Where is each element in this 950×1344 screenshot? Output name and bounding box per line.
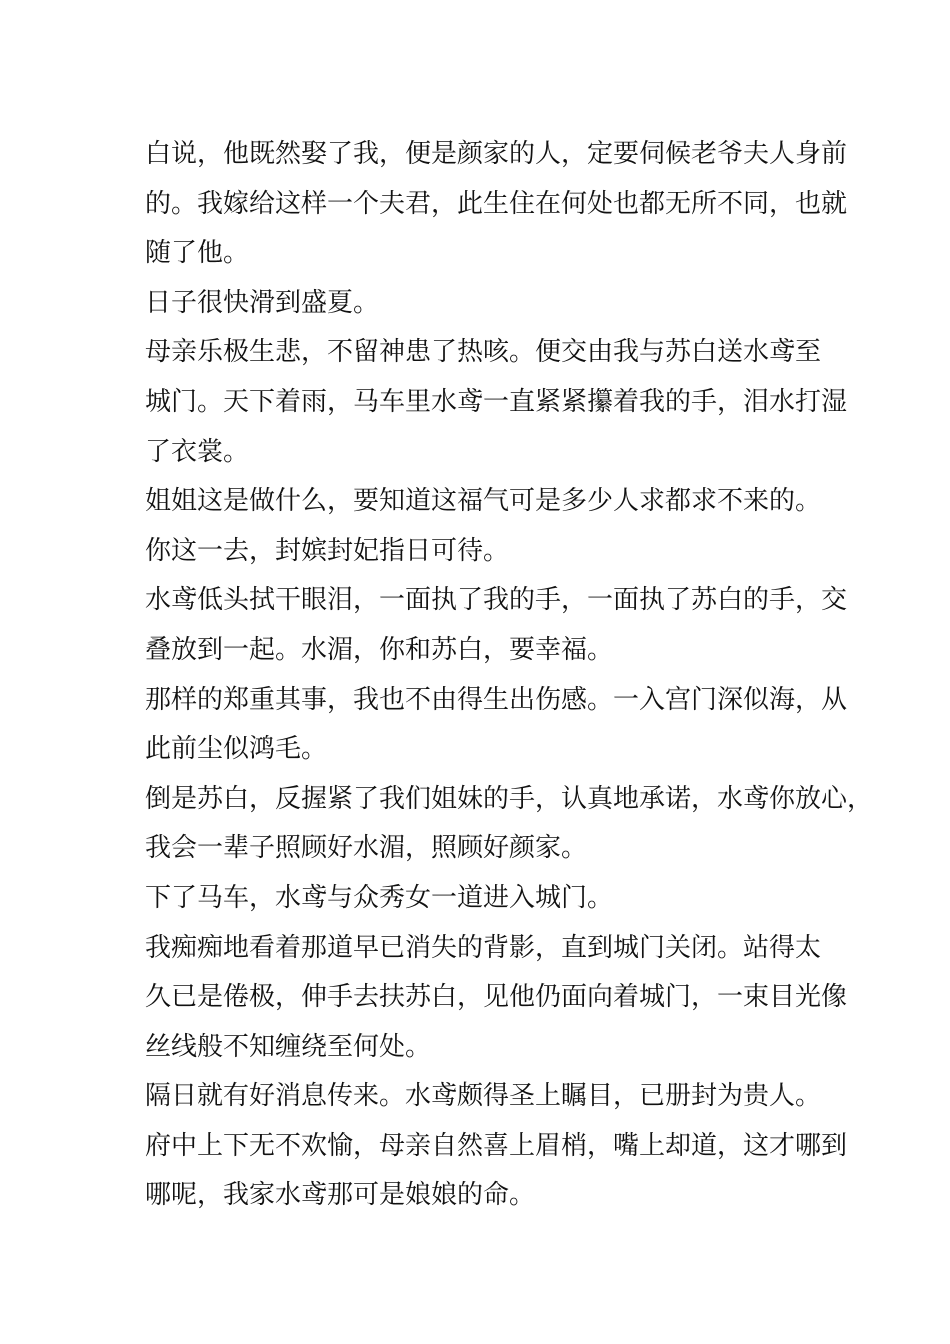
text-line: 倒是苏白，反握紧了我们姐妹的手，认真地承诺，水鸢你放心，: [145, 783, 874, 814]
text-line: 隔日就有好消息传来。水鸢颇得圣上瞩目，已册封为贵人。: [145, 1081, 822, 1112]
text-line: 久已是倦极，伸手去扶苏白，见他仍面向着城门，一束目光像: [145, 982, 848, 1013]
text-line: 姐姐这是做什么，要知道这福气可是多少人求都求不来的。: [145, 486, 822, 517]
text-line: 丝线般不知缠绕至何处。: [145, 1031, 432, 1062]
text-line: 城门。天下着雨，马车里水鸢一直紧紧攥着我的手，泪水打湿: [145, 386, 848, 417]
text-line: 我痴痴地看着那道早已消失的背影，直到城门关闭。站得太: [145, 932, 822, 963]
text-line: 下了马车，水鸢与众秀女一道进入城门。: [145, 882, 614, 913]
text-line: 叠放到一起。水湄，你和苏白，要幸福。: [145, 634, 614, 665]
text-line: 府中上下无不欢愉，母亲自然喜上眉梢，嘴上却道，这才哪到: [145, 1130, 848, 1161]
text-line: 随了他。: [145, 238, 250, 269]
text-line: 的。我嫁给这样一个夫君，此生住在何处也都无所不同，也就: [145, 188, 848, 219]
text-line: 你这一去，封嫔封妃指日可待。: [145, 535, 510, 566]
text-line: 哪呢，我家水鸢那可是娘娘的命。: [145, 1180, 536, 1211]
text-line: 白说，他既然娶了我，便是颜家的人，定要伺候老爷夫人身前: [145, 139, 848, 169]
text-line: 了衣裳。: [145, 436, 250, 467]
text-line: 此前尘似鸿毛。: [145, 734, 328, 765]
text-line: 水鸢低头拭干眼泪，一面执了我的手，一面执了苏白的手，交: [145, 585, 848, 616]
text-line: 日子很快滑到盛夏。: [145, 287, 380, 318]
text-line: 我会一辈子照顾好水湄，照顾好颜家。: [145, 833, 588, 864]
text-line: 母亲乐极生悲，不留神患了热咳。便交由我与苏白送水鸢至: [145, 337, 822, 368]
body-text: [145, 130, 874, 1221]
text-line: 那样的郑重其事，我也不由得生出伤感。一入宫门深似海，从: [145, 684, 848, 715]
